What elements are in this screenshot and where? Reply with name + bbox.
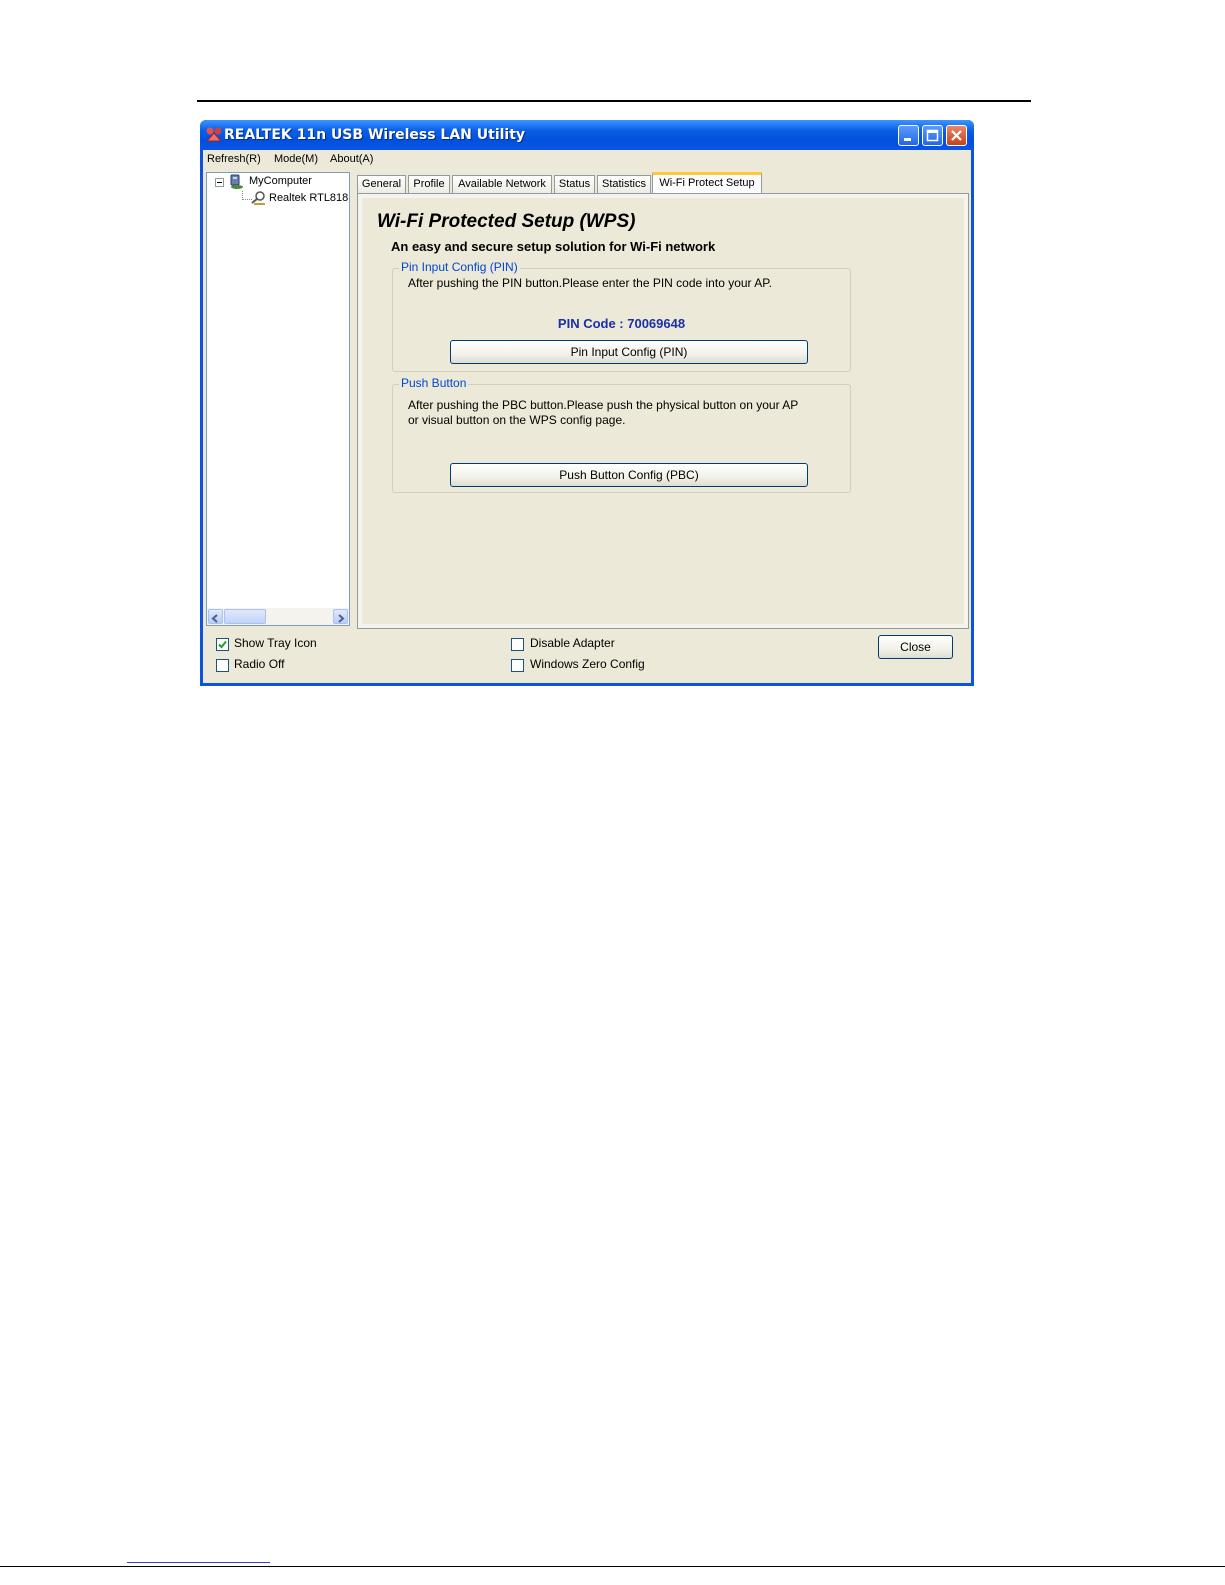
wps-subheading: An easy and secure setup solution for Wi-Fi network	[391, 239, 716, 254]
disable-adapter-label: Disable Adapter	[530, 636, 615, 650]
menu-mode[interactable]: Mode(M)	[274, 153, 319, 165]
show-tray-icon-checkbox[interactable]	[216, 638, 229, 651]
tree-item-mycomputer[interactable]: MyComputer	[249, 175, 312, 187]
realtek-app-icon	[205, 126, 223, 144]
tab-general[interactable]: General	[357, 175, 406, 193]
wps-tab-panel	[357, 193, 969, 629]
pin-input-groupbox	[392, 260, 851, 372]
tab-wifi-protect-setup[interactable]: Wi-Fi Protect Setup	[652, 172, 762, 194]
windows-zero-config-label: Windows Zero Config	[530, 657, 645, 671]
tab-statistics[interactable]: Statistics	[597, 175, 651, 193]
push-button-config-button[interactable]: Push Button Config (PBC)	[450, 463, 808, 487]
computer-icon	[229, 174, 245, 190]
menu-bar	[203, 150, 971, 170]
pin-group-legend: Pin Input Config (PIN)	[401, 260, 518, 274]
pin-input-config-button[interactable]: Pin Input Config (PIN)	[450, 340, 808, 364]
chevron-left-icon	[209, 612, 222, 625]
close-icon	[947, 126, 966, 145]
pbc-description-line2: or visual button on the WPS config page.	[408, 413, 626, 427]
app-window	[200, 120, 974, 686]
wireless-adapter-icon	[251, 191, 267, 205]
tab-status[interactable]: Status	[554, 175, 595, 193]
pin-code-display: PIN Code : 70069648	[557, 316, 686, 331]
tree-item-realtek-adapter[interactable]: Realtek RTL818	[269, 192, 349, 204]
pin-description: After pushing the PIN button.Please enter the PIN code into your AP.	[408, 276, 773, 290]
page-bottom-rule	[0, 1566, 1225, 1567]
close-button[interactable]: Close	[878, 635, 953, 659]
menu-about[interactable]: About(A)	[330, 153, 374, 165]
scroll-right-button[interactable]	[333, 609, 348, 624]
tab-strip	[357, 172, 970, 194]
minimize-icon	[899, 126, 918, 145]
adapter-tree[interactable]	[206, 172, 350, 626]
chevron-right-icon	[334, 612, 347, 625]
pbc-group-legend: Push Button	[401, 376, 467, 390]
maximize-icon	[923, 126, 942, 145]
menu-refresh[interactable]: Refresh(R)	[207, 153, 261, 165]
tab-profile[interactable]: Profile	[408, 175, 450, 193]
window-client	[203, 150, 971, 683]
scroll-thumb[interactable]	[224, 609, 266, 624]
wps-panel-body	[362, 198, 964, 624]
checkmark-icon	[217, 639, 228, 650]
tree-collapse-toggle[interactable]	[215, 178, 224, 187]
tab-available-network[interactable]: Available Network	[452, 175, 552, 193]
close-window-button[interactable]	[946, 125, 967, 146]
window-title: REALTEK 11n USB Wireless LAN Utility	[224, 127, 526, 143]
push-button-groupbox	[392, 376, 851, 493]
maximize-button[interactable]	[922, 125, 943, 146]
radio-off-label: Radio Off	[234, 657, 285, 671]
minimize-button[interactable]	[898, 125, 919, 146]
disable-adapter-checkbox[interactable]	[511, 638, 524, 651]
scroll-left-button[interactable]	[208, 609, 223, 624]
windows-zero-config-checkbox[interactable]	[511, 659, 524, 672]
show-tray-icon-label: Show Tray Icon	[234, 636, 317, 650]
pbc-description-line1: After pushing the PBC button.Please push the physical button on your AP	[408, 398, 799, 412]
title-bar[interactable]	[200, 120, 974, 150]
wps-heading: Wi-Fi Protected Setup (WPS)	[377, 211, 636, 232]
page-top-rule	[197, 100, 1031, 102]
radio-off-checkbox[interactable]	[216, 659, 229, 672]
page-footer-link-underline	[127, 1562, 270, 1563]
tree-horizontal-scrollbar[interactable]	[207, 608, 349, 625]
